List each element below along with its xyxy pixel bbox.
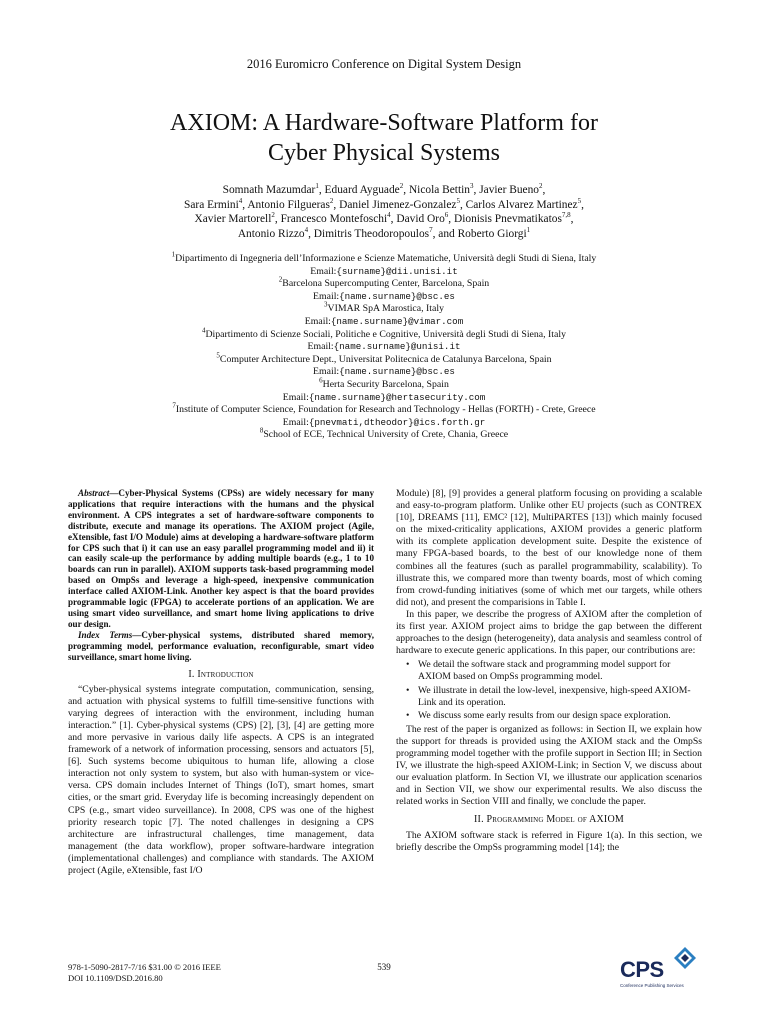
affiliation-email	[0, 366, 768, 379]
index-terms	[68, 630, 374, 663]
organization-paragraph: The rest of the paper is organized as follows: in Section II, we explain how the support for threads is provided using the AXIOM stack and the OmpSs programming model together with the profile support in Section III; in Section IV, we illustrate the high-speed AXIOM-Link; in Section V, we discuss about our evaluation platform. In Section VI, we illustrate our application scenarios and in Section VII, we show our experimental results. We also discuss the related works in Section VIII and finally, we conclude the paper.	[396, 723, 702, 808]
email-prefix: Email:	[313, 290, 340, 302]
author-affiliation-mark: 7	[429, 225, 433, 234]
affiliation-mark: 5	[216, 351, 220, 360]
author-affiliation-mark: 3	[470, 182, 474, 191]
right-column	[396, 488, 702, 854]
affiliation-mark: 1	[171, 250, 176, 259]
author-separator: ,	[581, 198, 584, 211]
author-name: Javier Bueno	[479, 184, 539, 196]
intro-continued-paragraph: Module) [8], [9] provides a general platform focusing on providing a scalable and easy-to-program platform. Unlike other EU projects (such as CONTREX [10], DREAMS [11], EMC² [12], MultiPARTES [13]) which mainly focused on the mixed-criticality applications, AXIOM provides a generic platform with its complete application development suite. Despite the existence of many FPGA-based boards, to the best of our knowledge none of them combines all the features (such as parallel programmability, scalability). To illustrate this, we compared more than twenty boards, most of which coming from crowd-funding initiatives (some of which met our targets, while others did not), and present the comparisions in Table I.	[396, 488, 702, 608]
author-separator: ,	[274, 213, 281, 226]
author-affiliation-mark: 1	[315, 182, 319, 191]
author-affiliation-mark: 2	[329, 196, 334, 205]
affiliation-email	[0, 392, 768, 405]
email-address: {name.surname}@vimar.com	[330, 315, 464, 327]
author-affiliation-mark: 7,8	[561, 211, 571, 220]
affiliation	[0, 326, 768, 342]
author-name: David Oro	[396, 213, 445, 226]
affiliation	[0, 250, 768, 266]
affiliation-name: VIMAR SpA Marostica, Italy	[327, 303, 444, 315]
author-separator: ,	[542, 184, 546, 196]
conference-header: 2016 Euromicro Conference on Digital System Design	[246, 57, 522, 71]
affiliation-name: Institute of Computer Science, Foundation for Research and Technology - Hellas (FORTH) - Crete, Greece	[175, 404, 596, 416]
affiliation-mark: 7	[172, 401, 176, 410]
author-name: Francesco Montefoschi	[280, 213, 388, 226]
affiliation-name: School of ECE, Technical University of Crete, Chania, Greece	[263, 429, 509, 441]
author-separator: ,	[318, 184, 325, 196]
affiliation	[0, 429, 768, 442]
author-affiliation-mark: 4	[387, 211, 391, 220]
affiliation-mark: 6	[319, 376, 323, 385]
author-affiliation-mark: 2	[271, 211, 275, 220]
email-prefix: Email:	[310, 265, 337, 277]
author-affiliation-mark: 5	[577, 196, 582, 205]
email-address: {name.surname}@hertasecurity.com	[308, 391, 486, 403]
affiliation-mark: 4	[201, 326, 206, 335]
affiliation-email	[0, 417, 768, 430]
author-name: Antonio Filgueras	[247, 198, 330, 211]
affiliation-mark: 8	[259, 427, 264, 436]
email-prefix: Email:	[307, 341, 334, 353]
page-number: 539	[377, 962, 391, 972]
author-list	[0, 183, 768, 241]
author-name: Daniel Jimenez-Gonzalez	[339, 198, 457, 211]
contribution-item: • We discuss some early results from our design space exploration.	[418, 710, 702, 722]
paper-title	[0, 108, 768, 168]
author-name: Roberto Giorgi	[457, 227, 527, 240]
contributions-list	[396, 659, 702, 721]
programming-model-paragraph: The AXIOM software stack is referred in Figure 1(a). In this section, we briefly describe the OmpSs programming model [14]; the	[396, 829, 702, 853]
email-prefix: Email:	[282, 416, 309, 428]
affiliation	[0, 275, 768, 291]
author-name: Xavier Martorell	[194, 213, 272, 226]
cps-logo-text: CPS	[620, 957, 664, 982]
email-address: {surname}@dii.unisi.it	[336, 265, 458, 277]
author-separator: ,	[459, 198, 466, 211]
affiliation-email	[0, 266, 768, 279]
left-column	[68, 488, 374, 877]
author-separator: ,	[403, 184, 409, 196]
author-name: Eduard Ayguade	[324, 184, 400, 196]
affiliation-mark: 3	[324, 301, 328, 310]
email-address: {name.surname}@bsc.es	[339, 290, 455, 302]
title-line-1: AXIOM: A Hardware-Software Platform for	[170, 110, 598, 136]
cps-logo	[620, 945, 700, 991]
author-name: Dionisis Pnevmatikatos	[453, 213, 562, 226]
author-separator: ,	[473, 184, 480, 196]
section-heading-introduction: I. Introduction	[188, 668, 254, 680]
email-address: {pnevmati,dtheodor}@ics.forth.gr	[308, 416, 486, 428]
affiliation-name: Dipartimento di Ingegneria dell’Informazione e Scienze Matematiche, Università degli Studi di Siena, Italy	[175, 253, 597, 264]
affiliation-name: Computer Architecture Dept., Universitat Politecnica de Catalunya Barcelona, Spain	[219, 353, 552, 365]
affiliation	[0, 303, 768, 316]
cps-diamond-icon	[674, 947, 696, 969]
abstract-text: Cyber-Physical Systems (CPSs) are widely necessary for many applications that require interactions with the humans and the physical environment. A CPS integrates a set of hardware-software components to distribute, execute and manage its operations. The AXIOM project (Agile, eXtensible, fast I/O Module) aims at developing a hardware-software platform for CPS such that i) it can use an easy parallel programming model and ii) it can easily scale-up the performance by adding multiple boards (e.g., 1 to 10 boards can run in parallel). AXIOM supports task-based programming model based on OmpSs and leverage a high-speed, inexpensive communication interface called AXIOM-Link. Another key aspect is that the board provides programmable logic (FPGA) to accelerate portions of an application. We are using smart video surveillance, and smart home living applications to drive our design.	[68, 488, 374, 629]
affiliation-email	[0, 316, 768, 329]
email-address: {name.surname}@bsc.es	[339, 366, 455, 378]
section-heading-programming-model: II. Programming Model of AXIOM	[474, 814, 624, 826]
contribution-item: • We detail the software stack and programming model support for AXIOM based on OmpSs programming model.	[418, 659, 702, 683]
isbn-line: 978-1-5090-2817-7/16 $31.00 © 2016 IEEE	[68, 962, 221, 972]
affiliation-list	[0, 250, 768, 442]
author-affiliation-mark: 2	[399, 182, 404, 191]
author-name: Dimitris Theodoropoulos	[313, 227, 430, 240]
email-address: {name.surname}@unisi.it	[333, 341, 461, 353]
author-separator: ,	[570, 213, 574, 226]
affiliation	[0, 351, 768, 367]
affiliation-email	[0, 341, 768, 354]
affiliation	[0, 401, 768, 417]
author-affiliation-mark: 2	[539, 182, 543, 191]
author-name: Somnath Mazumdar	[222, 184, 316, 196]
author-name: Sara Ermini	[184, 198, 239, 211]
affiliation-name: Dipartimento di Scienze Sociali, Politiche e Cognitive, Università degli Studi di Siena, Italy	[205, 328, 566, 340]
author-affiliation-mark: 4	[304, 225, 309, 234]
author-affiliation-mark: 1	[526, 225, 531, 234]
author-separator: ,	[333, 198, 340, 211]
author-separator: ,	[390, 213, 397, 226]
cps-logo-subtitle: Conference Publishing Services	[620, 983, 684, 988]
affiliation	[0, 376, 768, 392]
author-name: Carlos Alvarez Martinez	[465, 198, 578, 211]
abstract	[68, 488, 374, 630]
contributions-intro: In this paper, we describe the progress of AXIOM after the completion of its first year. AXIOM project aims to bridge the gap between the different approaches to the design (heterogeneity), data analysis and seamless control of hardware to execute generic applications. In this paper, our contributions are:	[396, 608, 702, 657]
email-prefix: Email:	[282, 391, 309, 403]
abstract-dash: —	[109, 488, 119, 498]
intro-paragraph: “Cyber-physical systems integrate computation, communication, sensing, and actuation with physical systems to fulfill time-sensitive functions with varying degrees of interaction with the environment, including human interaction.” [1]. Cyber-physical systems (CPS) [2], [3], [4] are getting more and more pervasive in various daily life aspects. A CPS is an integrated framework of a network of information processing, sensors and actuators [5], [6]. Such systems become ubiquitous to human life, allowing a close interaction not only system to system, but also with human-system or vice-versa. CPS domain includes Internet of Things (IoT), smart homes, smart cities, or the smart grid. Everyday life is becoming increasingly dependent on CPS (e.g., smart video surveillance). In 2008, CPS was one of the highest priority research topic [7]. The noted challenges in designing a CPS architecture are infrastructural challenges, time management, data management (the data workflow), proper software-hardware integration (implementational challenges) and compliance with standards. The AXIOM project (Agile, eXtensible, fast I/O	[68, 683, 374, 876]
email-prefix: Email:	[304, 315, 331, 327]
affiliation-mark: 2	[278, 275, 283, 284]
affiliation-name: Herta Security Barcelona, Spain	[322, 378, 449, 390]
index-terms-label: Index Terms	[78, 629, 133, 640]
author-separator: ,	[448, 213, 454, 226]
affiliation-email	[0, 291, 768, 304]
email-prefix: Email:	[313, 366, 340, 378]
author-name: Antonio Rizzo	[237, 227, 305, 240]
author-separator: ,	[242, 198, 248, 211]
index-terms-dash: —	[132, 629, 142, 640]
author-separator: ,	[308, 227, 314, 240]
author-affiliation-mark: 6	[444, 211, 449, 220]
author-separator: , and	[432, 227, 458, 240]
title-line-2: Cyber Physical Systems	[268, 140, 500, 166]
index-terms-text: Cyber-physical systems, distributed shared memory, programming model, performance evaluation, reconfigurable, smart video surveillance, smart home living.	[68, 629, 374, 662]
author-affiliation-mark: 4	[238, 196, 243, 205]
author-affiliation-mark: 5	[456, 196, 460, 205]
abstract-label: Abstract	[78, 488, 110, 498]
author-name: Nicola Bettin	[408, 184, 470, 196]
doi-line: DOI 10.1109/DSD.2016.80	[68, 973, 163, 983]
affiliation-name: Barcelona Supercomputing Center, Barcelona, Spain	[282, 278, 490, 290]
contribution-item: • We illustrate in detail the low-level, inexpensive, high-speed AXIOM-Link and its operation.	[418, 685, 702, 709]
